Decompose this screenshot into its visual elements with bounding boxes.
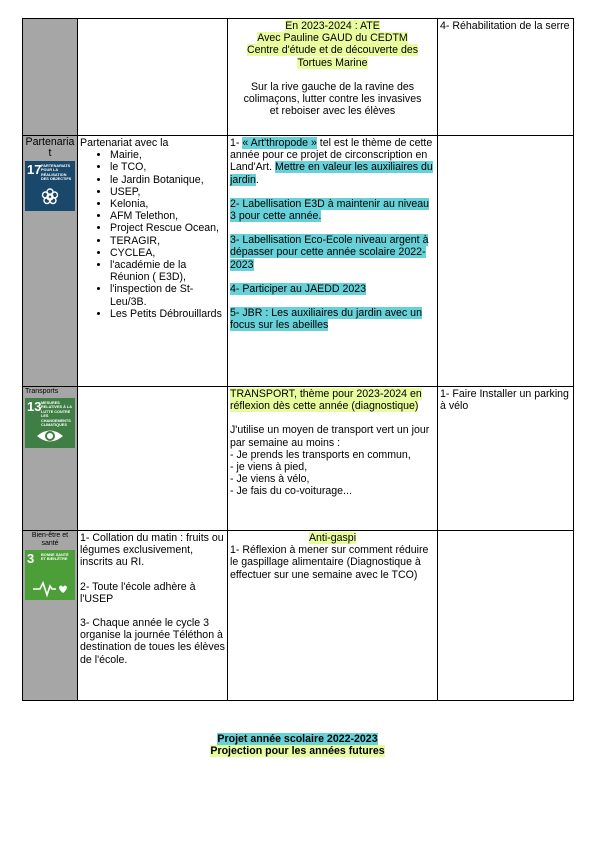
project-item-3	[230, 234, 435, 271]
highlighted-text: 4- Participer au JAEDD 2023	[230, 282, 367, 295]
list-item: • AFM Telethon,	[110, 210, 225, 222]
sdg-number: 3	[27, 551, 35, 566]
highlighted-text: Mettre en valeur les auxiliaires du jardin	[230, 161, 433, 186]
cell-partners	[78, 136, 228, 387]
project-item-2	[230, 198, 435, 222]
text-line: colimaçons, lutter contre les invasives	[243, 93, 422, 106]
highlighted-line: Avec Pauline GAUD du CEDTM	[257, 32, 408, 45]
item-text: .	[255, 173, 259, 186]
legend-future-years: Projection pour les années futures	[210, 745, 385, 757]
sdg-number: 13	[27, 399, 42, 414]
partners-intro: Partenariat avec la	[80, 137, 169, 149]
row-label-cell	[23, 387, 78, 531]
row-label: Transports	[25, 388, 59, 395]
sdg-17-badge	[25, 161, 75, 211]
table-row	[23, 531, 574, 701]
sdg-text: PARTENARIATS POUR LA RÉALISATION DES OBJECTIFS	[41, 164, 72, 182]
row-label-cell	[23, 19, 78, 136]
partners-list	[80, 149, 225, 320]
list-item: • Les Petits Débrouillards	[110, 308, 225, 320]
sdg-text: MESURES RELATIVES À LA LUTTE CONTRE LES CHANGEMENTS CLIMATIQUES	[41, 401, 72, 428]
highlighted-text: 2- Labellisation E3D à maintenir au niveau 3 pour cette année.	[230, 197, 430, 223]
action-item-3: 3- Chaque année le cycle 3 organise la journée Téléthon à destination de toues les élèves de l'école.	[80, 617, 225, 666]
transport-theme	[230, 388, 435, 412]
highlighted-line: Tortues Marine	[297, 56, 368, 69]
cell-future: 1- Faire Installer un parking à vélo	[438, 387, 574, 531]
text-line: Sur la rive gauche de la ravine des	[250, 80, 415, 93]
project-item-4	[230, 283, 435, 295]
row-label-cell	[23, 531, 78, 701]
antigaspi-text: 1- Réflexion à mener sur comment réduire le gaspillage alimentaire (Diagnostique à effectuer sur une semaine avec le TCO)	[230, 544, 429, 581]
row-label: Partenariat	[25, 136, 75, 159]
list-item: - Je prends les transports en commun,	[230, 448, 411, 461]
legend-current-year: Projet année scolaire 2022-2023	[217, 733, 378, 745]
cell-projects	[228, 387, 438, 531]
project-item-1	[230, 137, 435, 186]
antigaspi-title	[230, 532, 435, 544]
cell-actions	[78, 19, 228, 136]
sdg-13-badge	[25, 398, 75, 448]
action-item-2: 2- Toute l'école adhère à l'USEP	[80, 580, 196, 605]
highlighted-line: Centre d'étude et de découverte des	[246, 44, 419, 57]
cell-actions	[78, 531, 228, 701]
highlighted-text: Anti-gaspi	[308, 532, 357, 544]
list-item: • l'inspection de St-Leu/3B.	[110, 283, 225, 307]
list-item: • le Jardin Botanique,	[110, 174, 225, 186]
cell-actions	[78, 387, 228, 531]
row-label-cell	[23, 136, 78, 387]
cell-future: 4- Réhabilitation de la serre	[438, 19, 574, 136]
table-row	[23, 387, 574, 531]
sdg-number: 17	[27, 162, 42, 177]
cell-projects	[228, 136, 438, 387]
highlighted-text: 3- Labellisation Eco-Ecole niveau argent à dépasser pour cette année scolaire 2022-2023	[230, 234, 429, 271]
cell-future	[438, 531, 574, 701]
list-item: • Mairie,	[110, 149, 225, 161]
row-label: Bien-être et santé	[31, 532, 69, 547]
item-text: tel est le thème de cette année pour ce projet de circonscription en Land'Art.	[230, 137, 433, 174]
heartbeat-icon	[25, 576, 75, 600]
list-item: - je viens à pied,	[230, 461, 308, 474]
highlighted-text: « Art'thropode »	[242, 137, 317, 149]
list-item: • USEP,	[110, 186, 225, 198]
list-item: • CYCLEA,	[110, 247, 225, 259]
text-line: et reboiser avec les élèves	[269, 105, 396, 118]
item-prefix: 1-	[230, 137, 243, 149]
cell-future	[438, 136, 574, 387]
cell-projects	[228, 19, 438, 136]
sdg-text: BONNE SANTÉ ET BIEN-ÊTRE	[41, 553, 69, 562]
list-item: • Project Rescue Ocean,	[110, 222, 225, 234]
table-row	[23, 136, 574, 387]
list-item: - Je fais du co-voiturage...	[230, 485, 352, 498]
list-item: • Kelonia,	[110, 198, 225, 210]
sdg-3-badge	[25, 550, 75, 600]
table-row	[23, 19, 574, 136]
list-item: • TERAGIR,	[110, 235, 225, 247]
highlighted-text: TRANSPORT, thème pour 2023-2024 en réflexion dès cette année (diagnostique)	[230, 388, 422, 413]
action-item-1: 1- Collation du matin : fruits ou légumes exclusivement, inscrits au RI.	[80, 532, 224, 569]
highlighted-line: En 2023-2024 : ATE	[285, 20, 380, 32]
list-item: • l'académie de la Réunion ( E3D),	[110, 259, 225, 283]
eye-earth-icon	[25, 424, 75, 448]
flower-icon	[25, 187, 75, 211]
project-item-5	[230, 307, 435, 331]
legend	[0, 733, 595, 757]
project-table	[22, 18, 574, 701]
list-item: - Je viens à vélo,	[230, 473, 310, 486]
cell-projects	[228, 531, 438, 701]
highlighted-text: 5- JBR : Les auxiliaires du jardin avec un focus sur les abeilles	[230, 307, 422, 332]
transport-intro: J'utilise un moyen de transport vert un jour par semaine au moins :	[230, 424, 430, 449]
list-item: • le TCO,	[110, 161, 225, 173]
